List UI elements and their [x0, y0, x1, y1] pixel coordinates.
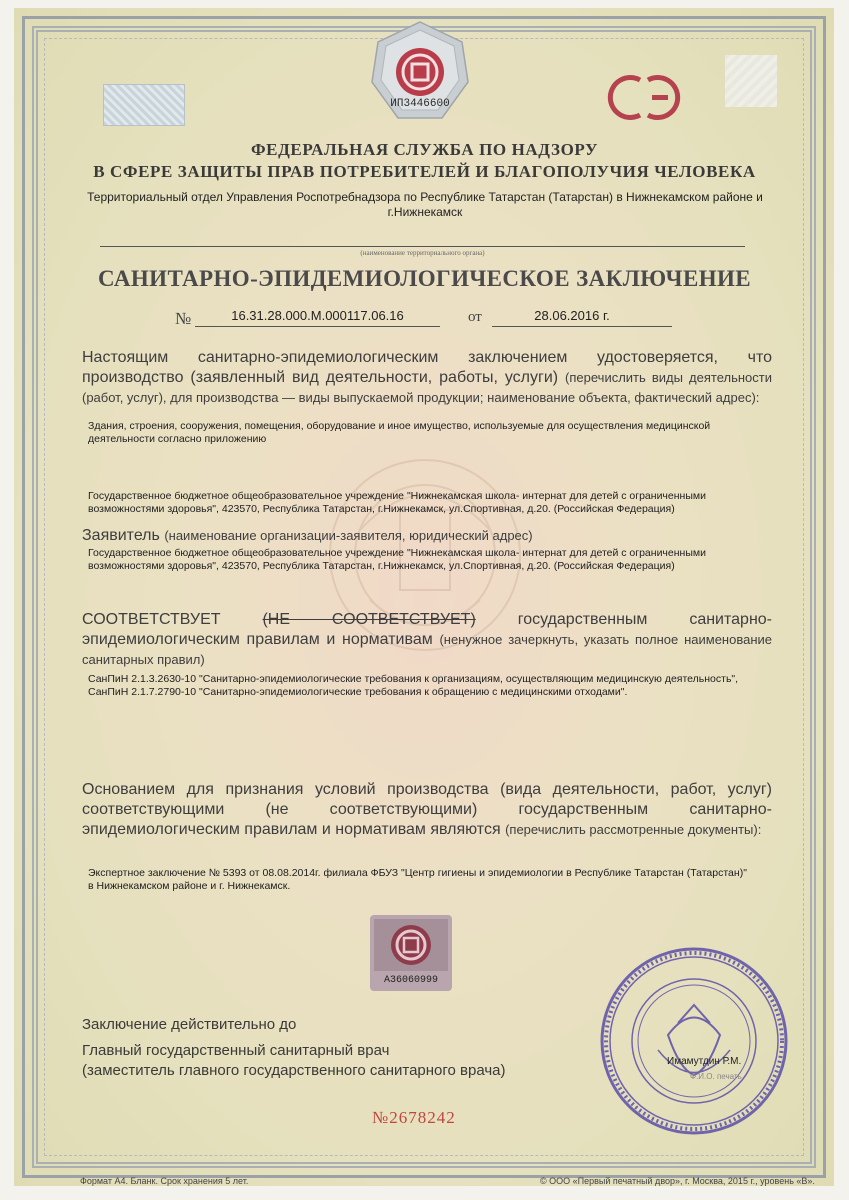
basis-entry: Экспертное заключение № 5393 от 08.08.2014г. филиала ФБУЗ "Центр гигиены и эпидемиологии в Республике Татарстан (Татарстан)" в Нижнекамском районе и г. Нижнекамск. — [88, 867, 747, 892]
activity-intro-note: (перечислить виды деятельности (работ, услуг), для производства — виды выпускаемой продукции; наименование объекта, фактический адрес): — [82, 370, 772, 405]
basis-statement — [82, 780, 772, 840]
date-underline — [492, 326, 672, 327]
emblem-number: ИП3446600 — [390, 98, 450, 110]
signatory-title-deputy: (заместитель главного государственного санитарного врача) — [82, 1062, 506, 1079]
hologram-square — [725, 55, 777, 107]
footer-printer: © ООО «Первый печатный двор», г. Москва, 2015 г., уровень «В». — [540, 1176, 815, 1186]
applicant-entry: Государственное бюджетное общеобразовательное учреждение "Нижнекамская школа- интернат для детей с ограниченными возможностями здоровья", 423570, Республика Татарстан, г.Нижнекамск, ул.Спортивная, д.20. (Российская Федерация) — [88, 547, 706, 572]
territorial-caption: (наименование территориального органа) — [360, 249, 485, 257]
signatory-name: Имамутдин Р.М. — [667, 1056, 742, 1067]
official-seal-stamp-icon — [598, 945, 790, 1137]
basis-note: (перечислить рассмотренные документы): — [505, 822, 762, 837]
document-number: 16.31.28.000.М.000117.06.16 — [231, 308, 404, 323]
applicant-label-text: Заявитель — [82, 527, 160, 544]
compliance-text: государственным санитарно-эпидемиологическим правилам и нормативам — [82, 611, 772, 648]
agency-name-line2: В СФЕРЕ ЗАЩИТЫ ПРАВ ПОТРЕБИТЕЛЕЙ И БЛАГОПОЛУЧИЯ ЧЕЛОВЕКА — [93, 162, 756, 181]
compliance-statement — [82, 610, 772, 670]
hologram-number: A36060999 — [383, 975, 438, 986]
footer-format: Формат А4. Бланк. Срок хранения 5 лет. — [80, 1176, 249, 1186]
territorial-body: Территориальный отдел Управления Роспотребнадзора по Республике Татарстан (Татарстан) в Нижнекамском районе и г.Нижнекамск — [87, 190, 763, 219]
se-mark-icon — [600, 70, 690, 125]
signatory-title: Главный государственный санитарный врач — [82, 1042, 390, 1059]
validity-label: Заключение действительно до — [82, 1016, 297, 1033]
applicant-label — [82, 526, 772, 546]
signature-caption: Ф.И.О. печать — [690, 1072, 742, 1081]
hologram-strip — [103, 84, 185, 126]
not-complies-word: (НЕ СООТВЕТСТВУЕТ) — [262, 611, 476, 628]
activity-intro — [82, 348, 772, 408]
facility-address-entry: Государственное бюджетное общеобразовательное учреждение "Нижнекамская школа- интернат для детей с ограниченными возможностями здоровья", 423570, Республика Татарстан, г.Нижнекамск, ул.Спортивная, д.20. (Российская Федерация) — [88, 490, 706, 515]
compliance-note: (ненужное зачеркнуть, указать полное наименование санитарных правил) — [82, 632, 772, 667]
document-date: 28.06.2016 г. — [534, 308, 610, 323]
activity-intro-text: Настоящим санитарно-эпидемиологическим заключением удостоверяется, что производство (заявленный вид деятельности, работы, услуги) — [82, 349, 772, 386]
basis-text: Основанием для признания условий производства (вида деятельности, работ, услуг) соответствующими (не соответствующими) государственным санитарно-эпидемиологическим правилам и нормативам являются — [82, 781, 772, 838]
document-title: САНИТАРНО-ЭПИДЕМИОЛОГИЧЕСКОЕ ЗАКЛЮЧЕНИЕ — [97, 266, 752, 291]
number-label: № — [175, 309, 192, 328]
divider — [100, 246, 745, 247]
sanitary-rules-entry: СанПиН 2.1.3.2630-10 "Санитарно-эпидемиологические требования к организациям, осуществляющим медицинскую деятельность", СанПиН 2.1.7.2790-10 "Санитарно-эпидемиологические требования к обращению с медицинскими отходами". — [88, 673, 739, 698]
date-label: от — [468, 309, 482, 325]
activity-entry: Здания, строения, сооружения, помещения, оборудование и иное имущество, используемые для осуществления медицинской деятельности согласно приложению — [88, 420, 711, 445]
applicant-label-note: (наименование организации-заявителя, юридический адрес) — [164, 528, 533, 543]
complies-word: СООТВЕТСТВУЕТ — [82, 611, 221, 628]
serial-number: №2678242 — [372, 1108, 456, 1127]
number-underline — [195, 326, 440, 327]
agency-name-line1: ФЕДЕРАЛЬНАЯ СЛУЖБА ПО НАДЗОРУ — [250, 140, 599, 159]
